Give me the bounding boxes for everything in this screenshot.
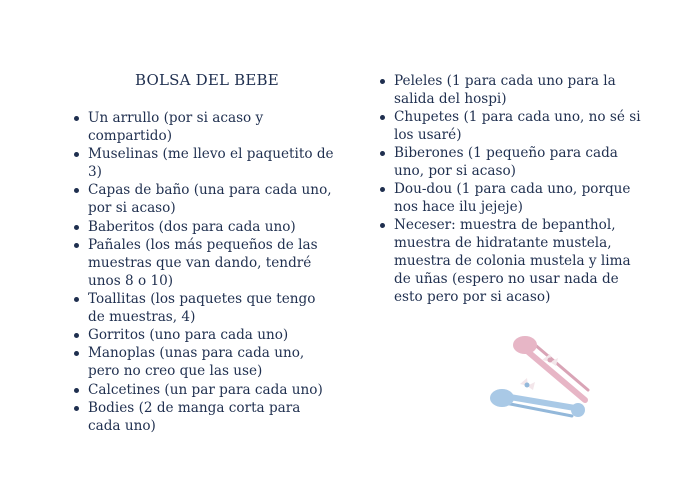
right-checklist (380, 72, 642, 306)
bullet-icon (380, 151, 385, 156)
list-item (74, 326, 336, 344)
list-item-text: Calcetines (un par para cada uno) (88, 381, 323, 398)
list-item-text: Neceser: muestra de bepanthol, muestra de hidratante mustela, muestra de colonia mustela y lima de uñas (espero no usar nada de esto pero por si acaso) (394, 217, 631, 305)
list-item (74, 109, 336, 145)
list-item (380, 72, 642, 108)
bullet-icon (74, 406, 79, 411)
list-item-text: Capas de baño (una para cada uno, por si acaso) (88, 182, 332, 217)
blue-pin-icon (490, 378, 585, 417)
list-item-text: Bodies (2 de manga corta para cada uno) (88, 399, 301, 434)
safety-pins-icon (480, 330, 600, 430)
list-item-text: Toallitas (los paquetes que tengo de muestras, 4) (88, 290, 316, 325)
bullet-icon (380, 223, 385, 228)
bullet-icon (74, 351, 79, 356)
list-item (74, 236, 336, 290)
list-item (74, 344, 336, 380)
bullet-icon (74, 152, 79, 157)
pink-pin-icon (513, 336, 588, 400)
left-checklist (74, 109, 336, 435)
bullet-icon (380, 115, 385, 120)
bullet-icon (74, 243, 79, 248)
bullet-icon (380, 79, 385, 84)
bullet-icon (74, 297, 79, 302)
bullet-icon (74, 116, 79, 121)
list-item-text: Chupetes (1 para cada uno, no sé si los usaré) (394, 109, 641, 143)
list-item (74, 381, 336, 399)
list-item-text: Un arrullo (por si acaso y compartido) (88, 110, 264, 144)
list-item (74, 145, 336, 181)
list-item (74, 290, 336, 326)
bullet-icon (74, 388, 79, 393)
list-item (74, 218, 336, 236)
list-item-text: Gorritos (uno para cada uno) (88, 327, 289, 344)
bullet-icon (74, 225, 79, 230)
list-item (380, 144, 642, 180)
list-item-text: Peleles (1 para cada uno para la salida del hospi) (394, 73, 616, 107)
bullet-icon (74, 333, 79, 338)
list-item (74, 399, 336, 435)
list-item (380, 180, 642, 216)
bullet-icon (380, 187, 385, 192)
list-item-text: Manoplas (unas para cada uno, pero no creo que las use) (88, 345, 305, 380)
list-item-text: Biberones (1 pequeño para cada uno, por si acaso) (394, 145, 618, 179)
page-title: BOLSA DEL BEBE (135, 71, 279, 89)
list-item-text: Muselinas (me llevo el paquetito de 3) (88, 146, 334, 181)
list-item (74, 181, 336, 217)
list-item-text: Dou-dou (1 para cada uno, porque nos hace ilu jejeje) (394, 181, 631, 215)
list-item (380, 108, 642, 144)
list-item-text: Baberitos (dos para cada uno) (88, 218, 296, 235)
list-item-text: Pañales (los más pequeños de las muestras que van dando, tendré unos 8 o 10) (88, 236, 318, 289)
bullet-icon (74, 188, 79, 193)
list-item (380, 216, 642, 306)
